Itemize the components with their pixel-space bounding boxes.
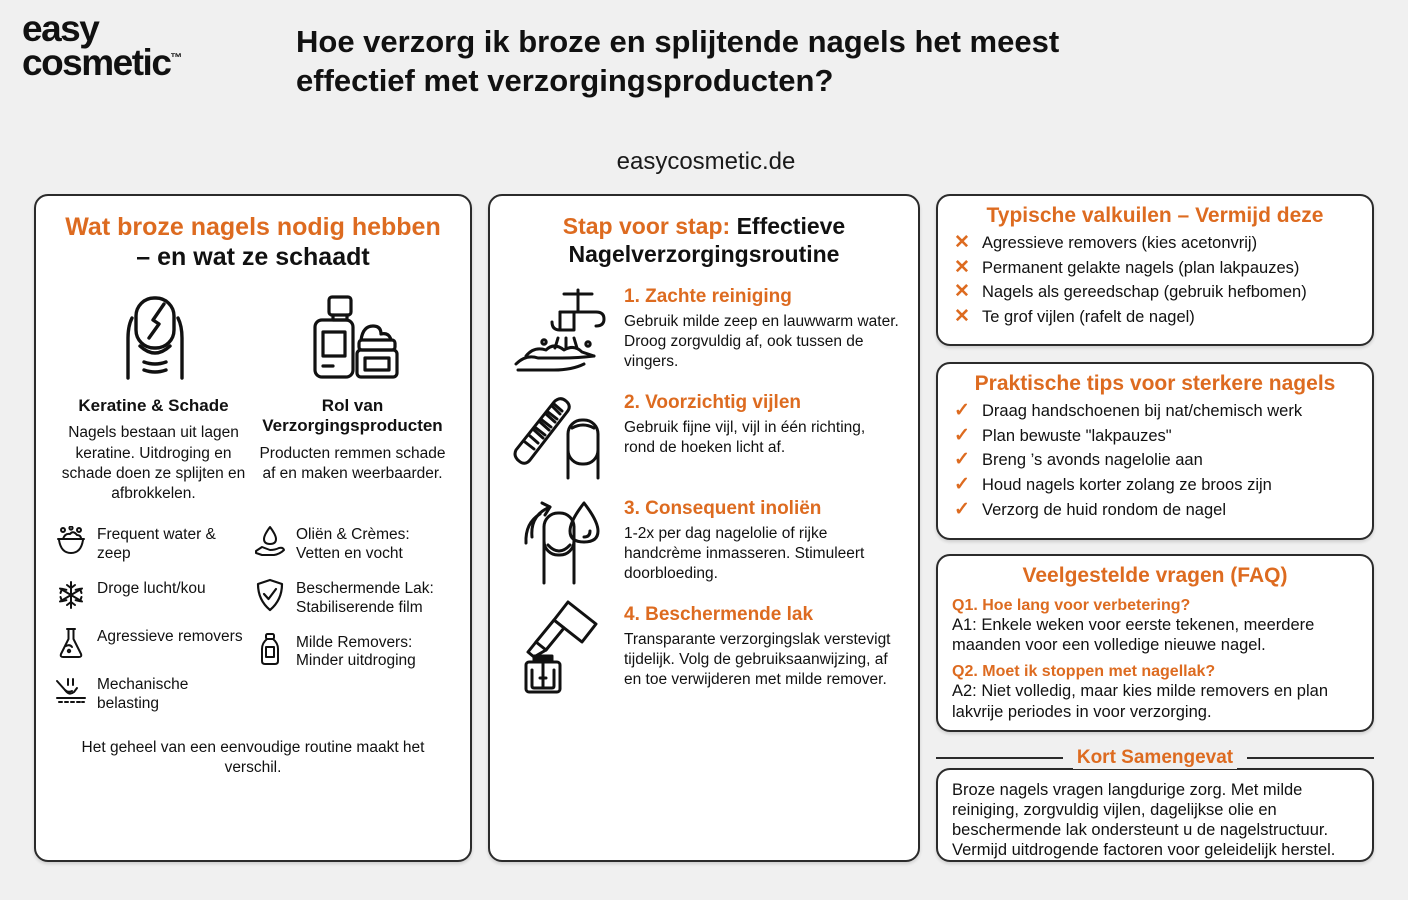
pitfall-label: Nagels als gereedschap (gebruik hefbomen) [982,283,1307,302]
tip-item [952,499,1358,521]
list-item [54,524,247,564]
faq-entry [952,662,1358,721]
pitfall-item [952,281,1358,303]
list-item [54,578,247,612]
list-item-label: Frequent water & zeep [97,525,216,562]
faq-answer: A1: Enkele weken voor eerste tekenen, meerdere maanden voor een volledige nieuwe nagel. [952,615,1315,655]
step-title: 4. Beschermende lak [624,604,814,626]
tip-label: Breng ’s avonds nagelolie aan [982,451,1203,470]
bottle-and-cream-jar-icon [257,294,448,380]
harm-list [54,524,253,728]
card-basics [34,194,472,862]
oil-drop-hand-icon [253,524,287,558]
pitfall-label: Te grof vijlen (rafelt de nagel) [982,308,1195,327]
check-icon: ✓ [954,424,970,446]
basics-columns [54,294,452,504]
basics-heading [54,212,452,272]
remover-bottle-icon [253,632,287,666]
cracked-nail-finger-icon [58,294,249,380]
basics-column-title: Keratine & Schade [78,396,229,415]
easycosmetic-logo [22,8,282,84]
basics-lists [54,524,452,728]
summary-heading: Kort Samengevat [1073,747,1237,769]
tips-heading: Praktische tips voor sterkere nagels [974,372,1336,395]
step-item [508,390,900,480]
check-icon: ✓ [954,399,970,421]
trademark-symbol: ™ [170,50,183,65]
pitfalls-heading: Typische valkuilen – Vermijd deze [986,204,1324,227]
step-text [624,390,900,480]
divider-right [1247,757,1374,759]
step-text [624,284,900,374]
tip-item [952,474,1358,496]
step-body: 1-2x per dag nagelolie of rijke handcrème inmasseren. Stimuleert doorbloeding. [624,524,865,582]
faq-question: Q2. Moet ik stoppen met nagellak? [952,663,1216,681]
list-item-label: Droge lucht/kou [97,579,206,597]
flask-icon [54,626,88,660]
list-item-label: Oliën & Crèmes: Vetten en vocht [296,525,410,562]
card-steps [488,194,920,862]
basics-column-body: Nagels bestaan uit lagen keratine. Uitdroging en schade doen ze splijten en afbrokkelen. [61,424,246,502]
tip-label: Verzorg de huid rondom de nagel [982,501,1227,520]
step-title: 2. Voorzichtig vijlen [624,392,802,414]
pitfall-item [952,306,1358,328]
page-header [0,0,1408,186]
faq-answer: A2: Niet volledig, maar kies milde removers en plan lakvrije periodes in voor verzorging. [952,682,1328,721]
soap-basin-icon [54,524,88,558]
check-icon: ✓ [954,474,970,496]
list-item-label: Milde Removers: Minder uitdroging [296,633,416,670]
step-item [508,284,900,374]
step-text [624,602,900,692]
tip-label: Houd nagels korter zolang ze broos zijn [982,476,1272,495]
tip-item [952,400,1358,422]
step-text [624,496,900,586]
shield-check-icon [253,578,287,612]
card-pitfalls [936,194,1374,346]
faq-heading: Veelgestelde vragen (FAQ) [1022,564,1288,587]
list-item-label: Beschermende Lak: Stabiliserende film [296,579,434,616]
step-item [508,602,900,692]
cross-icon: ✕ [954,256,970,278]
basics-heading-black: – en wat ze schaadt [136,243,370,271]
basics-footer: Het geheel van een eenvoudige routine maakt het verschil. [81,738,425,776]
page-subtitle: easycosmetic.de [616,148,796,175]
tip-label: Plan bewuste "lakpauzes" [982,426,1172,445]
nail-file-icon [508,390,612,480]
tip-item [952,425,1358,447]
basics-column-body: Producten remmen schade af en maken weerbaarder. [259,444,446,482]
divider-left [936,757,1063,759]
card-tips [936,362,1374,540]
summary-body: Broze nagels vragen langdurige zorg. Met milde reiniging, zorgvuldig vijlen, dagelijkse olie en beschermende lak ondersteunt u de nagelstructuur. Vermijd uitdrogende factoren voor geleidelijk herstel. [952,781,1336,860]
step-body: Gebruik milde zeep en lauwwarm water. Droog zorgvuldig af, ook tussen de vingers. [624,312,899,370]
handwash-faucet-icon [508,284,612,374]
summary-legend [936,747,1374,769]
steps-heading-orange: Stap voor stap: [562,213,731,239]
basics-column-products [253,294,452,504]
faq-entry [952,596,1358,655]
logo-line-2: cosmetic™ [22,42,183,84]
list-item-label: Mechanische belasting [97,675,189,712]
cross-icon: ✕ [954,281,970,303]
step-item [508,496,900,586]
tip-item [952,449,1358,471]
help-list [253,524,452,728]
steps-heading [508,212,900,268]
pitfall-item [952,232,1358,254]
pitfall-label: Agressieve removers (kies acetonvrij) [982,233,1258,252]
steps-heading-black: Effectieve Nagelverzorgingsroutine [568,213,846,268]
step-title: 1. Zachte reiniging [624,286,792,308]
list-item [54,674,247,714]
pitfall-item [952,257,1358,279]
list-item [253,524,446,564]
basics-heading-orange: Wat broze nagels nodig hebben [65,213,441,241]
basics-column-keratine [54,294,253,504]
faq-question: Q1. Hoe lang voor verbetering? [952,596,1191,614]
logo-line-1: easy [22,8,99,49]
step-body: Gebruik fijne vijl, vijl in één richting, rond de hoeken licht af. [624,418,866,456]
list-item-label: Agressieve removers [97,627,243,645]
cross-icon: ✕ [954,306,970,328]
nail-polish-brush-icon [508,602,612,692]
page-title: Hoe verzorg ik broze en splijtende nagels het meest effectief met verzorgingsproducten? [296,24,1060,99]
check-icon: ✓ [954,499,970,521]
abrasion-icon [54,674,88,708]
card-summary [936,768,1374,862]
card-faq [936,554,1374,732]
basics-column-title: Rol van Verzorgingsproducten [262,396,443,436]
tip-label: Draag handschoenen bij nat/chemisch werk [982,401,1303,420]
nail-oil-drop-icon [508,496,612,586]
list-item [54,626,247,660]
list-item [253,632,446,672]
pitfall-label: Permanent gelakte nagels (plan lakpauzes) [982,258,1300,277]
check-icon: ✓ [954,449,970,471]
step-body: Transparante verzorgingslak verstevigt tijdelijk. Volg de gebruiksaanwijzing, af en toe verwijderen met milde remover. [624,630,891,688]
cross-icon: ✕ [954,231,970,253]
list-item [253,578,446,618]
step-title: 3. Consequent inoliën [624,498,822,520]
snowflake-icon [54,578,88,612]
